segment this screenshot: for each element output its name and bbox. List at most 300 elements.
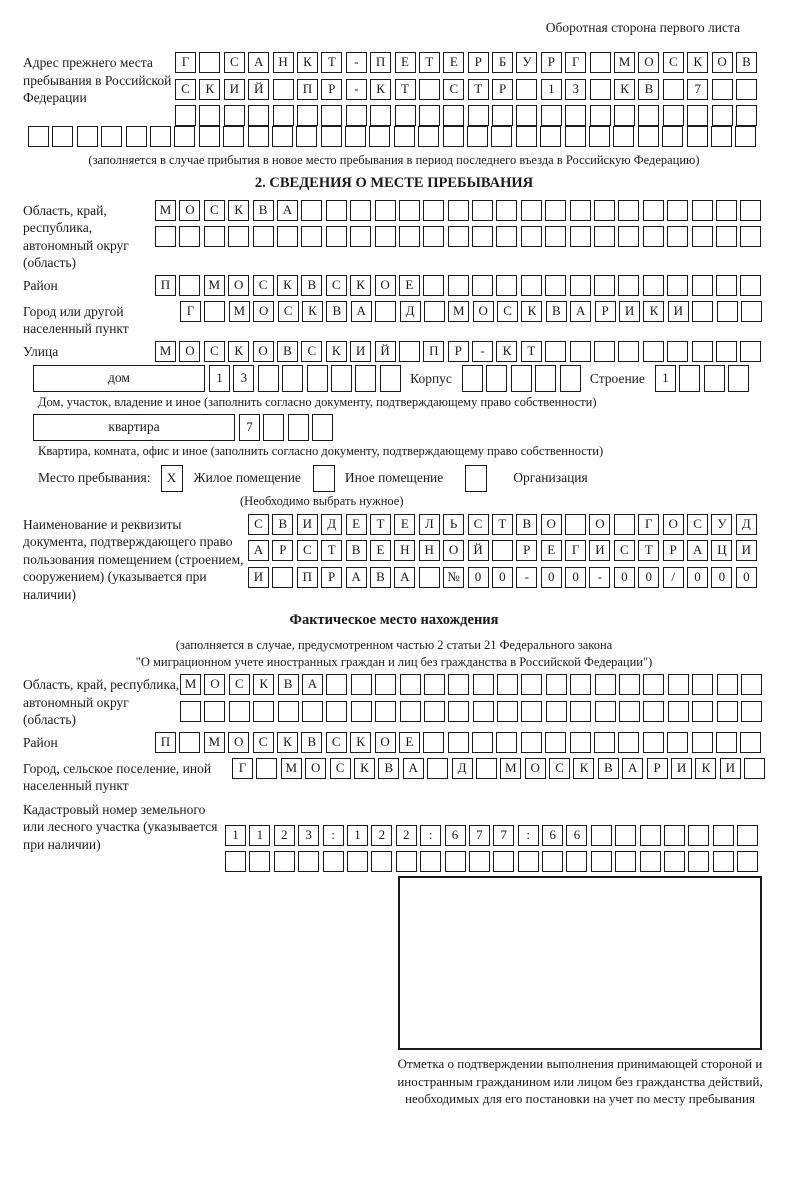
char-cell[interactable]: 1	[347, 825, 368, 846]
char-cell[interactable]	[273, 79, 294, 100]
char-cell[interactable]	[448, 226, 469, 247]
char-cell[interactable]: В	[272, 514, 293, 535]
char-cell[interactable]: В	[546, 301, 567, 322]
char-cell[interactable]: П	[297, 79, 318, 100]
char-cell[interactable]	[618, 341, 639, 362]
char-cell[interactable]: С	[468, 514, 489, 535]
char-cell[interactable]: С	[253, 732, 274, 753]
char-cell[interactable]: Н	[273, 52, 294, 73]
char-cell[interactable]	[713, 851, 734, 872]
char-cell[interactable]	[692, 732, 713, 753]
char-cell[interactable]: П	[370, 52, 391, 73]
char-cell[interactable]: 1	[209, 365, 230, 392]
char-cell[interactable]	[351, 674, 372, 695]
char-cell[interactable]: Р	[663, 540, 684, 561]
char-cell[interactable]: О	[204, 674, 225, 695]
char-cell[interactable]: 1	[225, 825, 246, 846]
char-cell[interactable]: О	[443, 540, 464, 561]
char-cell[interactable]	[618, 200, 639, 221]
char-cell[interactable]: М	[500, 758, 521, 779]
char-cell[interactable]	[643, 732, 664, 753]
char-cell[interactable]	[716, 732, 737, 753]
char-cell[interactable]	[347, 851, 368, 872]
char-cell[interactable]	[249, 851, 270, 872]
char-cell[interactable]	[448, 732, 469, 753]
char-cell[interactable]: О	[305, 758, 326, 779]
char-cell[interactable]: О	[638, 52, 659, 73]
char-cell[interactable]	[326, 200, 347, 221]
char-cell[interactable]	[424, 701, 445, 722]
char-cell[interactable]: Р	[541, 52, 562, 73]
char-cell[interactable]	[516, 105, 537, 126]
char-cell[interactable]	[640, 851, 661, 872]
char-cell[interactable]: А	[351, 301, 372, 322]
char-cell[interactable]	[443, 105, 464, 126]
char-cell[interactable]: И	[736, 540, 757, 561]
char-cell[interactable]: Ц	[711, 540, 732, 561]
char-cell[interactable]: К	[326, 341, 347, 362]
char-cell[interactable]	[613, 126, 634, 147]
char-cell[interactable]	[427, 758, 448, 779]
city-row[interactable]	[180, 301, 765, 322]
stroenie-cells[interactable]	[655, 365, 753, 392]
char-cell[interactable]	[351, 701, 372, 722]
char-cell[interactable]	[472, 732, 493, 753]
char-cell[interactable]	[687, 105, 708, 126]
char-cell[interactable]	[326, 674, 347, 695]
char-cell[interactable]: 0	[736, 567, 757, 588]
char-cell[interactable]	[643, 674, 664, 695]
char-cell[interactable]: С	[326, 275, 347, 296]
char-cell[interactable]	[448, 701, 469, 722]
char-cell[interactable]	[492, 105, 513, 126]
char-cell[interactable]	[395, 105, 416, 126]
char-cell[interactable]: О	[589, 514, 610, 535]
char-cell[interactable]	[521, 674, 542, 695]
char-cell[interactable]	[521, 200, 542, 221]
char-cell[interactable]	[737, 851, 758, 872]
char-cell[interactable]: 2	[371, 825, 392, 846]
char-cell[interactable]	[273, 105, 294, 126]
char-cell[interactable]: В	[516, 514, 537, 535]
char-cell[interactable]	[418, 126, 439, 147]
char-cell[interactable]: Г	[565, 52, 586, 73]
char-cell[interactable]: Е	[399, 732, 420, 753]
char-cell[interactable]	[296, 126, 317, 147]
char-cell[interactable]	[469, 851, 490, 872]
char-cell[interactable]	[540, 126, 561, 147]
char-cell[interactable]	[307, 365, 328, 392]
char-cell[interactable]	[225, 851, 246, 872]
char-cell[interactable]	[679, 365, 700, 392]
char-cell[interactable]: О	[179, 341, 200, 362]
char-cell[interactable]: С	[248, 514, 269, 535]
char-cell[interactable]: Т	[492, 514, 513, 535]
char-cell[interactable]: М	[204, 275, 225, 296]
char-cell[interactable]	[445, 851, 466, 872]
char-cell[interactable]	[419, 79, 440, 100]
char-cell[interactable]	[380, 365, 401, 392]
char-cell[interactable]: №	[443, 567, 464, 588]
region-row-1[interactable]	[155, 200, 765, 221]
char-cell[interactable]	[375, 701, 396, 722]
char-cell[interactable]	[594, 341, 615, 362]
char-cell[interactable]	[594, 200, 615, 221]
char-cell[interactable]	[737, 825, 758, 846]
char-cell[interactable]: К	[370, 79, 391, 100]
char-cell[interactable]	[179, 732, 200, 753]
char-cell[interactable]: М	[155, 341, 176, 362]
char-cell[interactable]	[594, 732, 615, 753]
char-cell[interactable]: А	[248, 540, 269, 561]
char-cell[interactable]	[476, 758, 497, 779]
char-cell[interactable]: С	[301, 341, 322, 362]
char-cell[interactable]	[692, 275, 713, 296]
document-row-3[interactable]	[248, 567, 760, 588]
char-cell[interactable]	[493, 851, 514, 872]
char-cell[interactable]	[101, 126, 122, 147]
char-cell[interactable]: 7	[687, 79, 708, 100]
char-cell[interactable]	[728, 365, 749, 392]
char-cell[interactable]: Л	[419, 514, 440, 535]
char-cell[interactable]: В	[301, 275, 322, 296]
char-cell[interactable]	[521, 275, 542, 296]
actual-district-row[interactable]	[155, 732, 765, 753]
char-cell[interactable]: Е	[541, 540, 562, 561]
char-cell[interactable]: В	[346, 540, 367, 561]
char-cell[interactable]	[545, 226, 566, 247]
char-cell[interactable]: И	[248, 567, 269, 588]
char-cell[interactable]: :	[420, 825, 441, 846]
char-cell[interactable]	[224, 105, 245, 126]
char-cell[interactable]: В	[301, 732, 322, 753]
char-cell[interactable]	[595, 701, 616, 722]
char-cell[interactable]	[521, 226, 542, 247]
char-cell[interactable]: 6	[542, 825, 563, 846]
char-cell[interactable]: Т	[321, 540, 342, 561]
char-cell[interactable]	[278, 701, 299, 722]
char-cell[interactable]	[692, 341, 713, 362]
char-cell[interactable]	[667, 341, 688, 362]
char-cell[interactable]	[326, 226, 347, 247]
char-cell[interactable]: Д	[736, 514, 757, 535]
char-cell[interactable]	[326, 701, 347, 722]
char-cell[interactable]: 2	[396, 825, 417, 846]
char-cell[interactable]	[560, 365, 581, 392]
char-cell[interactable]	[570, 732, 591, 753]
char-cell[interactable]: В	[326, 301, 347, 322]
char-cell[interactable]	[277, 226, 298, 247]
char-cell[interactable]	[736, 79, 757, 100]
char-cell[interactable]: И	[350, 341, 371, 362]
char-cell[interactable]: Т	[370, 514, 391, 535]
char-cell[interactable]: Р	[595, 301, 616, 322]
char-cell[interactable]	[643, 701, 664, 722]
char-cell[interactable]	[399, 200, 420, 221]
char-cell[interactable]	[716, 200, 737, 221]
char-cell[interactable]	[618, 275, 639, 296]
char-cell[interactable]: Д	[452, 758, 473, 779]
char-cell[interactable]	[346, 105, 367, 126]
char-cell[interactable]: 7	[493, 825, 514, 846]
char-cell[interactable]	[419, 567, 440, 588]
char-cell[interactable]	[472, 200, 493, 221]
char-cell[interactable]: Р	[321, 79, 342, 100]
char-cell[interactable]: С	[204, 341, 225, 362]
char-cell[interactable]	[399, 226, 420, 247]
char-cell[interactable]	[590, 105, 611, 126]
char-cell[interactable]	[570, 701, 591, 722]
char-cell[interactable]	[274, 851, 295, 872]
char-cell[interactable]: С	[253, 275, 274, 296]
char-cell[interactable]	[566, 851, 587, 872]
char-cell[interactable]: С	[229, 674, 250, 695]
char-cell[interactable]	[253, 701, 274, 722]
char-cell[interactable]	[741, 701, 762, 722]
char-cell[interactable]	[565, 514, 586, 535]
char-cell[interactable]: П	[155, 275, 176, 296]
char-cell[interactable]	[345, 126, 366, 147]
char-cell[interactable]: /	[663, 567, 684, 588]
char-cell[interactable]: -	[346, 52, 367, 73]
char-cell[interactable]: К	[277, 275, 298, 296]
char-cell[interactable]	[263, 414, 284, 441]
char-cell[interactable]	[740, 226, 761, 247]
char-cell[interactable]: Н	[419, 540, 440, 561]
char-cell[interactable]	[541, 105, 562, 126]
char-cell[interactable]	[355, 365, 376, 392]
char-cell[interactable]	[321, 126, 342, 147]
char-cell[interactable]	[565, 126, 586, 147]
char-cell[interactable]	[298, 851, 319, 872]
char-cell[interactable]: О	[253, 341, 274, 362]
char-cell[interactable]	[545, 732, 566, 753]
char-cell[interactable]	[615, 851, 636, 872]
char-cell[interactable]	[615, 825, 636, 846]
char-cell[interactable]	[423, 275, 444, 296]
char-cell[interactable]	[516, 126, 537, 147]
char-cell[interactable]	[711, 126, 732, 147]
char-cell[interactable]	[399, 341, 420, 362]
char-cell[interactable]	[288, 414, 309, 441]
char-cell[interactable]	[643, 341, 664, 362]
char-cell[interactable]	[589, 126, 610, 147]
char-cell[interactable]	[496, 275, 517, 296]
char-cell[interactable]	[229, 701, 250, 722]
char-cell[interactable]: Р	[468, 52, 489, 73]
char-cell[interactable]	[542, 851, 563, 872]
char-cell[interactable]: Т	[638, 540, 659, 561]
char-cell[interactable]	[667, 275, 688, 296]
settlement-row[interactable]	[232, 758, 769, 779]
char-cell[interactable]	[594, 226, 615, 247]
char-cell[interactable]	[643, 275, 664, 296]
prev-address-row-3[interactable]	[175, 105, 760, 126]
char-cell[interactable]	[518, 851, 539, 872]
char-cell[interactable]: С	[330, 758, 351, 779]
char-cell[interactable]: П	[297, 567, 318, 588]
char-cell[interactable]	[712, 105, 733, 126]
char-cell[interactable]	[497, 674, 518, 695]
char-cell[interactable]: -	[472, 341, 493, 362]
char-cell[interactable]: М	[229, 301, 250, 322]
char-cell[interactable]	[717, 701, 738, 722]
char-cell[interactable]: И	[619, 301, 640, 322]
char-cell[interactable]: -	[516, 567, 537, 588]
char-cell[interactable]	[448, 275, 469, 296]
char-cell[interactable]: Р	[516, 540, 537, 561]
prev-address-row-4[interactable]	[28, 126, 765, 147]
char-cell[interactable]: В	[378, 758, 399, 779]
document-row-2[interactable]	[248, 540, 760, 561]
char-cell[interactable]	[496, 200, 517, 221]
char-cell[interactable]: С	[614, 540, 635, 561]
char-cell[interactable]: К	[302, 301, 323, 322]
char-cell[interactable]: К	[350, 275, 371, 296]
char-cell[interactable]	[375, 674, 396, 695]
char-cell[interactable]	[667, 226, 688, 247]
char-cell[interactable]	[741, 301, 762, 322]
char-cell[interactable]	[331, 365, 352, 392]
char-cell[interactable]: О	[179, 200, 200, 221]
char-cell[interactable]: В	[253, 200, 274, 221]
char-cell[interactable]	[179, 275, 200, 296]
char-cell[interactable]	[668, 674, 689, 695]
char-cell[interactable]: П	[155, 732, 176, 753]
char-cell[interactable]	[424, 674, 445, 695]
char-cell[interactable]	[735, 126, 756, 147]
char-cell[interactable]: Т	[468, 79, 489, 100]
char-cell[interactable]: О	[712, 52, 733, 73]
char-cell[interactable]	[272, 567, 293, 588]
char-cell[interactable]: Н	[394, 540, 415, 561]
char-cell[interactable]: Е	[370, 540, 391, 561]
char-cell[interactable]: Д	[400, 301, 421, 322]
cadastral-row-2[interactable]	[225, 851, 762, 872]
char-cell[interactable]	[692, 200, 713, 221]
char-cell[interactable]	[473, 674, 494, 695]
char-cell[interactable]	[282, 365, 303, 392]
char-cell[interactable]	[590, 52, 611, 73]
char-cell[interactable]: С	[497, 301, 518, 322]
char-cell[interactable]: А	[570, 301, 591, 322]
char-cell[interactable]: Р	[647, 758, 668, 779]
char-cell[interactable]: К	[614, 79, 635, 100]
char-cell[interactable]	[204, 301, 225, 322]
char-cell[interactable]	[472, 275, 493, 296]
char-cell[interactable]: О	[525, 758, 546, 779]
char-cell[interactable]: В	[736, 52, 757, 73]
house-number-cells[interactable]	[209, 365, 404, 392]
char-cell[interactable]	[687, 126, 708, 147]
char-cell[interactable]	[301, 226, 322, 247]
char-cell[interactable]: Г	[232, 758, 253, 779]
char-cell[interactable]: В	[277, 341, 298, 362]
apartment-cells[interactable]	[239, 414, 337, 441]
char-cell[interactable]	[423, 226, 444, 247]
stamp-area-box[interactable]	[398, 876, 762, 1050]
char-cell[interactable]: Е	[443, 52, 464, 73]
char-cell[interactable]	[545, 200, 566, 221]
char-cell[interactable]: В	[638, 79, 659, 100]
char-cell[interactable]	[370, 105, 391, 126]
char-cell[interactable]	[546, 674, 567, 695]
char-cell[interactable]	[619, 674, 640, 695]
char-cell[interactable]: 1	[655, 365, 676, 392]
char-cell[interactable]	[155, 226, 176, 247]
char-cell[interactable]	[248, 126, 269, 147]
char-cell[interactable]	[692, 701, 713, 722]
char-cell[interactable]: К	[695, 758, 716, 779]
char-cell[interactable]: 0	[638, 567, 659, 588]
char-cell[interactable]	[521, 732, 542, 753]
char-cell[interactable]: 0	[711, 567, 732, 588]
char-cell[interactable]: Е	[395, 52, 416, 73]
char-cell[interactable]	[77, 126, 98, 147]
district-row[interactable]	[155, 275, 765, 296]
char-cell[interactable]	[663, 79, 684, 100]
char-cell[interactable]	[688, 851, 709, 872]
char-cell[interactable]	[595, 674, 616, 695]
char-cell[interactable]: В	[278, 674, 299, 695]
char-cell[interactable]: К	[253, 674, 274, 695]
char-cell[interactable]: 7	[469, 825, 490, 846]
char-cell[interactable]	[565, 105, 586, 126]
char-cell[interactable]: К	[687, 52, 708, 73]
char-cell[interactable]	[704, 365, 725, 392]
char-cell[interactable]	[448, 674, 469, 695]
char-cell[interactable]: К	[496, 341, 517, 362]
prev-address-row-2[interactable]	[175, 79, 760, 100]
char-cell[interactable]	[667, 200, 688, 221]
char-cell[interactable]	[496, 226, 517, 247]
char-cell[interactable]: И	[224, 79, 245, 100]
char-cell[interactable]: Й	[468, 540, 489, 561]
char-cell[interactable]	[740, 341, 761, 362]
char-cell[interactable]	[591, 851, 612, 872]
char-cell[interactable]: С	[278, 301, 299, 322]
char-cell[interactable]	[423, 200, 444, 221]
char-cell[interactable]: К	[199, 79, 220, 100]
char-cell[interactable]: К	[521, 301, 542, 322]
char-cell[interactable]	[199, 126, 220, 147]
char-cell[interactable]	[663, 105, 684, 126]
char-cell[interactable]	[400, 674, 421, 695]
char-cell[interactable]	[199, 105, 220, 126]
char-cell[interactable]: С	[297, 540, 318, 561]
char-cell[interactable]	[175, 105, 196, 126]
char-cell[interactable]	[371, 851, 392, 872]
char-cell[interactable]: Т	[419, 52, 440, 73]
char-cell[interactable]	[618, 732, 639, 753]
char-cell[interactable]	[468, 105, 489, 126]
char-cell[interactable]	[712, 79, 733, 100]
char-cell[interactable]: К	[228, 341, 249, 362]
char-cell[interactable]: А	[687, 540, 708, 561]
char-cell[interactable]	[323, 851, 344, 872]
char-cell[interactable]	[619, 701, 640, 722]
char-cell[interactable]: Б	[492, 52, 513, 73]
char-cell[interactable]: Т	[395, 79, 416, 100]
cadastral-row-1[interactable]	[225, 825, 762, 846]
char-cell[interactable]	[740, 200, 761, 221]
char-cell[interactable]	[516, 79, 537, 100]
char-cell[interactable]: 0	[468, 567, 489, 588]
char-cell[interactable]: Г	[638, 514, 659, 535]
char-cell[interactable]	[448, 200, 469, 221]
region-row-2[interactable]	[155, 226, 765, 247]
char-cell[interactable]: 6	[445, 825, 466, 846]
